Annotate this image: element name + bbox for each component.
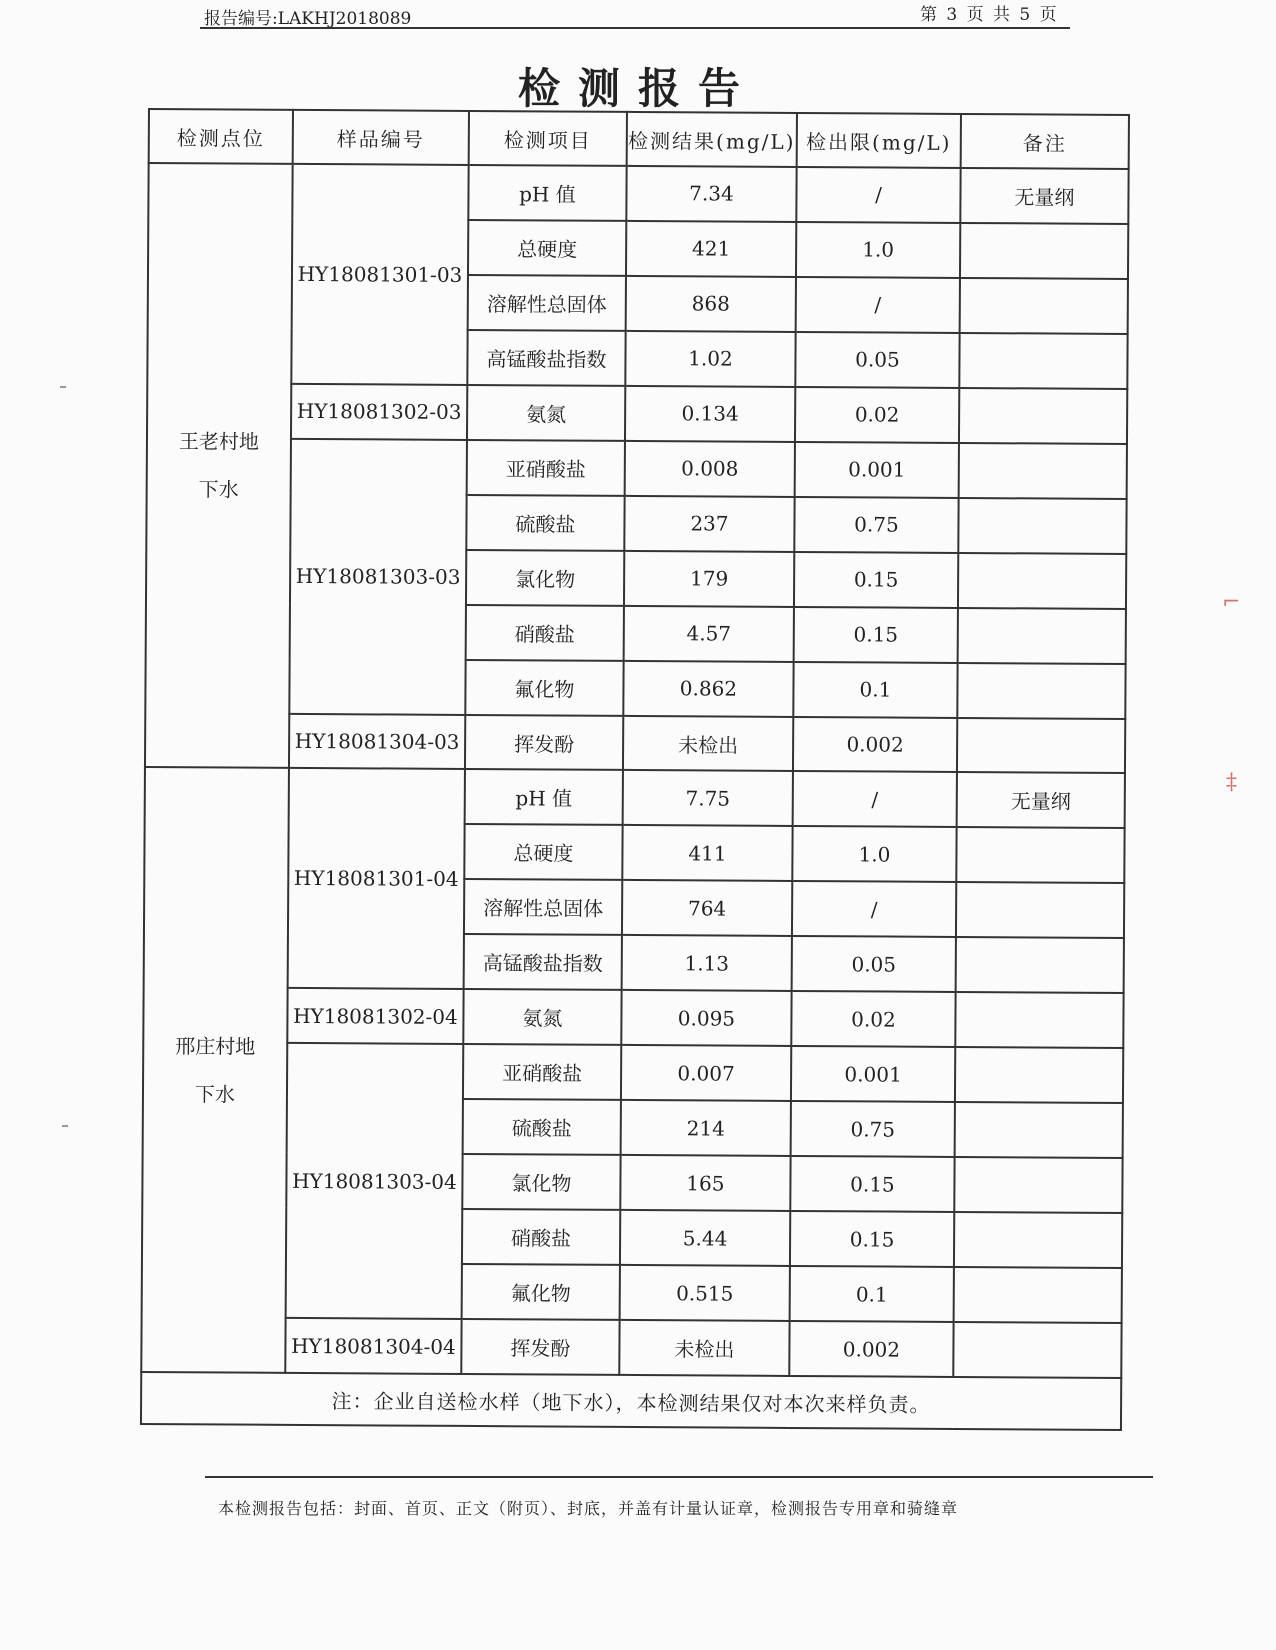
table-row	[147, 438, 1127, 499]
test-item-cell: 硫酸盐	[463, 1099, 621, 1155]
result-cell: 411	[622, 825, 792, 881]
test-item-cell: 高锰酸盐指数	[464, 934, 622, 990]
detection-limit-cell: 0.001	[795, 442, 959, 498]
result-cell: 未检出	[623, 715, 793, 771]
detection-limit-cell: 0.15	[790, 1156, 954, 1212]
sample-id-cell: HY18081301-04	[288, 768, 465, 989]
test-item-cell: 硫酸盐	[466, 495, 624, 551]
table-body	[141, 163, 1128, 1378]
sample-id-cell: HY18081301-03	[291, 164, 468, 385]
result-cell: 421	[626, 221, 796, 277]
result-cell: 4.57	[624, 606, 794, 662]
remark-cell	[957, 717, 1125, 773]
test-item-cell: 氟化物	[465, 660, 623, 716]
test-item-cell: 氟化物	[462, 1264, 620, 1320]
test-item-cell: 挥发酚	[461, 1319, 619, 1375]
detection-limit-cell: /	[793, 771, 957, 827]
test-item-cell: pH 值	[468, 165, 626, 221]
column-header: 样品编号	[293, 110, 469, 165]
detection-limit-cell: 1.0	[792, 826, 956, 882]
remark-cell	[954, 1157, 1122, 1213]
table-row	[148, 163, 1128, 224]
detection-limit-cell: /	[796, 167, 960, 223]
remark-cell: 无量纲	[957, 772, 1125, 828]
table-header-row	[149, 109, 1129, 169]
footer-divider	[205, 1476, 1153, 1478]
test-item-cell: 硝酸盐	[462, 1209, 620, 1265]
result-cell: 0.134	[625, 386, 795, 442]
test-item-cell: 高锰酸盐指数	[467, 330, 625, 386]
test-item-cell: 总硬度	[468, 220, 626, 276]
sample-id-cell: HY18081304-04	[285, 1318, 461, 1374]
remark-cell	[954, 1212, 1122, 1268]
remark-cell	[960, 223, 1128, 279]
remark-cell	[955, 1102, 1123, 1158]
column-header: 检测结果(mg/L)	[627, 112, 797, 167]
scan-speck	[62, 1125, 68, 1127]
result-cell: 165	[620, 1155, 790, 1211]
detection-limit-cell: 1.0	[796, 222, 960, 278]
detection-limit-cell: 0.001	[791, 1046, 955, 1102]
sample-id-cell: HY18081304-03	[289, 713, 465, 769]
remark-cell	[955, 1047, 1123, 1103]
table-row	[143, 1042, 1123, 1103]
test-item-cell: 氨氮	[467, 385, 625, 441]
footer-statement: 本检测报告包括：封面、首页、正文（附页）、封底，并盖有计量认证章，检测报告专用章和骑缝章	[218, 1499, 959, 1518]
remark-cell	[957, 663, 1125, 719]
remark-cell	[959, 443, 1127, 499]
test-item-cell: 氨氮	[463, 989, 621, 1045]
location-cell: 王老村地 下水	[145, 163, 293, 768]
sample-id-cell: HY18081303-04	[286, 1043, 464, 1319]
result-cell: 5.44	[620, 1210, 790, 1266]
detection-limit-cell: 0.75	[791, 1101, 955, 1157]
table-note-row	[141, 1372, 1121, 1430]
remark-cell	[958, 608, 1126, 664]
column-header: 检测项目	[469, 111, 627, 166]
result-cell: 1.13	[622, 935, 792, 991]
test-item-cell: 挥发酚	[465, 714, 623, 770]
detection-limit-cell: /	[796, 277, 960, 333]
location-cell: 邢庄村地 下水	[141, 767, 289, 1372]
detection-limit-cell: 0.002	[793, 716, 957, 772]
detection-limit-cell: 0.02	[791, 991, 955, 1047]
table-row	[141, 1317, 1121, 1378]
detection-limit-cell: 0.02	[795, 387, 959, 443]
result-cell: 764	[622, 880, 792, 936]
column-header: 检出限(mg/L)	[797, 113, 961, 168]
detection-limit-cell: 0.05	[792, 936, 956, 992]
table-row	[145, 713, 1125, 774]
result-cell: 0.007	[621, 1045, 791, 1101]
result-cell: 0.515	[620, 1265, 790, 1321]
test-item-cell: 亚硝酸盐	[467, 440, 625, 496]
detection-limit-cell: 0.15	[794, 607, 958, 663]
table-row	[145, 767, 1125, 828]
test-item-cell: 溶解性总固体	[468, 275, 626, 331]
remark-cell: 无量纲	[960, 168, 1128, 224]
scan-speck	[60, 386, 66, 388]
remark-cell	[954, 1267, 1122, 1323]
page-title: 检测报告	[517, 64, 758, 113]
remark-cell	[958, 498, 1126, 554]
detection-limit-cell: /	[792, 881, 956, 937]
table-note: 注：企业自送检水样（地下水），本检测结果仅对本次来样负责。	[141, 1372, 1121, 1430]
result-cell: 214	[621, 1100, 791, 1156]
seal-fragment-mark: ⌐	[1222, 590, 1241, 615]
detection-limit-cell: 0.15	[794, 552, 958, 608]
remark-cell	[958, 553, 1126, 609]
sample-id-cell: HY18081302-03	[291, 384, 467, 440]
result-cell: 868	[626, 276, 796, 332]
test-item-cell: 氯化物	[462, 1154, 620, 1210]
test-item-cell: pH 值	[465, 769, 623, 825]
detection-limit-cell: 0.1	[793, 662, 957, 718]
test-results-table	[140, 108, 1130, 1431]
remark-cell	[956, 827, 1124, 883]
result-cell: 237	[624, 496, 794, 552]
test-item-cell: 氯化物	[466, 550, 624, 606]
seal-fragment-mark: ‡	[1226, 770, 1237, 795]
detection-limit-cell: 0.002	[789, 1321, 953, 1377]
result-cell: 7.34	[626, 166, 796, 222]
test-item-cell: 溶解性总固体	[464, 879, 622, 935]
remark-cell	[955, 992, 1123, 1048]
result-cell: 0.095	[621, 990, 791, 1046]
remark-cell	[960, 278, 1128, 334]
result-cell: 179	[624, 551, 794, 607]
sample-id-cell: HY18081303-03	[289, 439, 467, 715]
detection-limit-cell: 0.75	[794, 497, 958, 553]
column-header: 备注	[961, 114, 1129, 169]
table-row	[143, 987, 1123, 1048]
remark-cell	[959, 388, 1127, 444]
table-row	[147, 383, 1127, 444]
remark-cell	[959, 333, 1127, 389]
detection-limit-cell: 0.15	[790, 1211, 954, 1267]
page-indicator: 第 3 页 共 5 页	[920, 5, 1059, 25]
remark-cell	[956, 882, 1124, 938]
remark-cell	[953, 1322, 1121, 1378]
result-cell: 1.02	[625, 331, 795, 387]
test-item-cell: 总硬度	[464, 824, 622, 880]
column-header: 检测点位	[149, 109, 293, 164]
sample-id-cell: HY18081302-04	[287, 988, 463, 1044]
header-divider	[200, 27, 1070, 29]
report-number: 报告编号:LAKHJ2018089	[204, 9, 412, 29]
result-cell: 0.008	[625, 441, 795, 497]
remark-cell	[956, 937, 1124, 993]
test-item-cell: 亚硝酸盐	[463, 1044, 621, 1100]
result-cell: 0.862	[623, 660, 793, 716]
test-item-cell: 硝酸盐	[466, 605, 624, 661]
result-cell: 7.75	[623, 770, 793, 826]
detection-limit-cell: 0.1	[790, 1266, 954, 1322]
result-cell: 未检出	[619, 1320, 789, 1376]
detection-limit-cell: 0.05	[795, 332, 959, 388]
